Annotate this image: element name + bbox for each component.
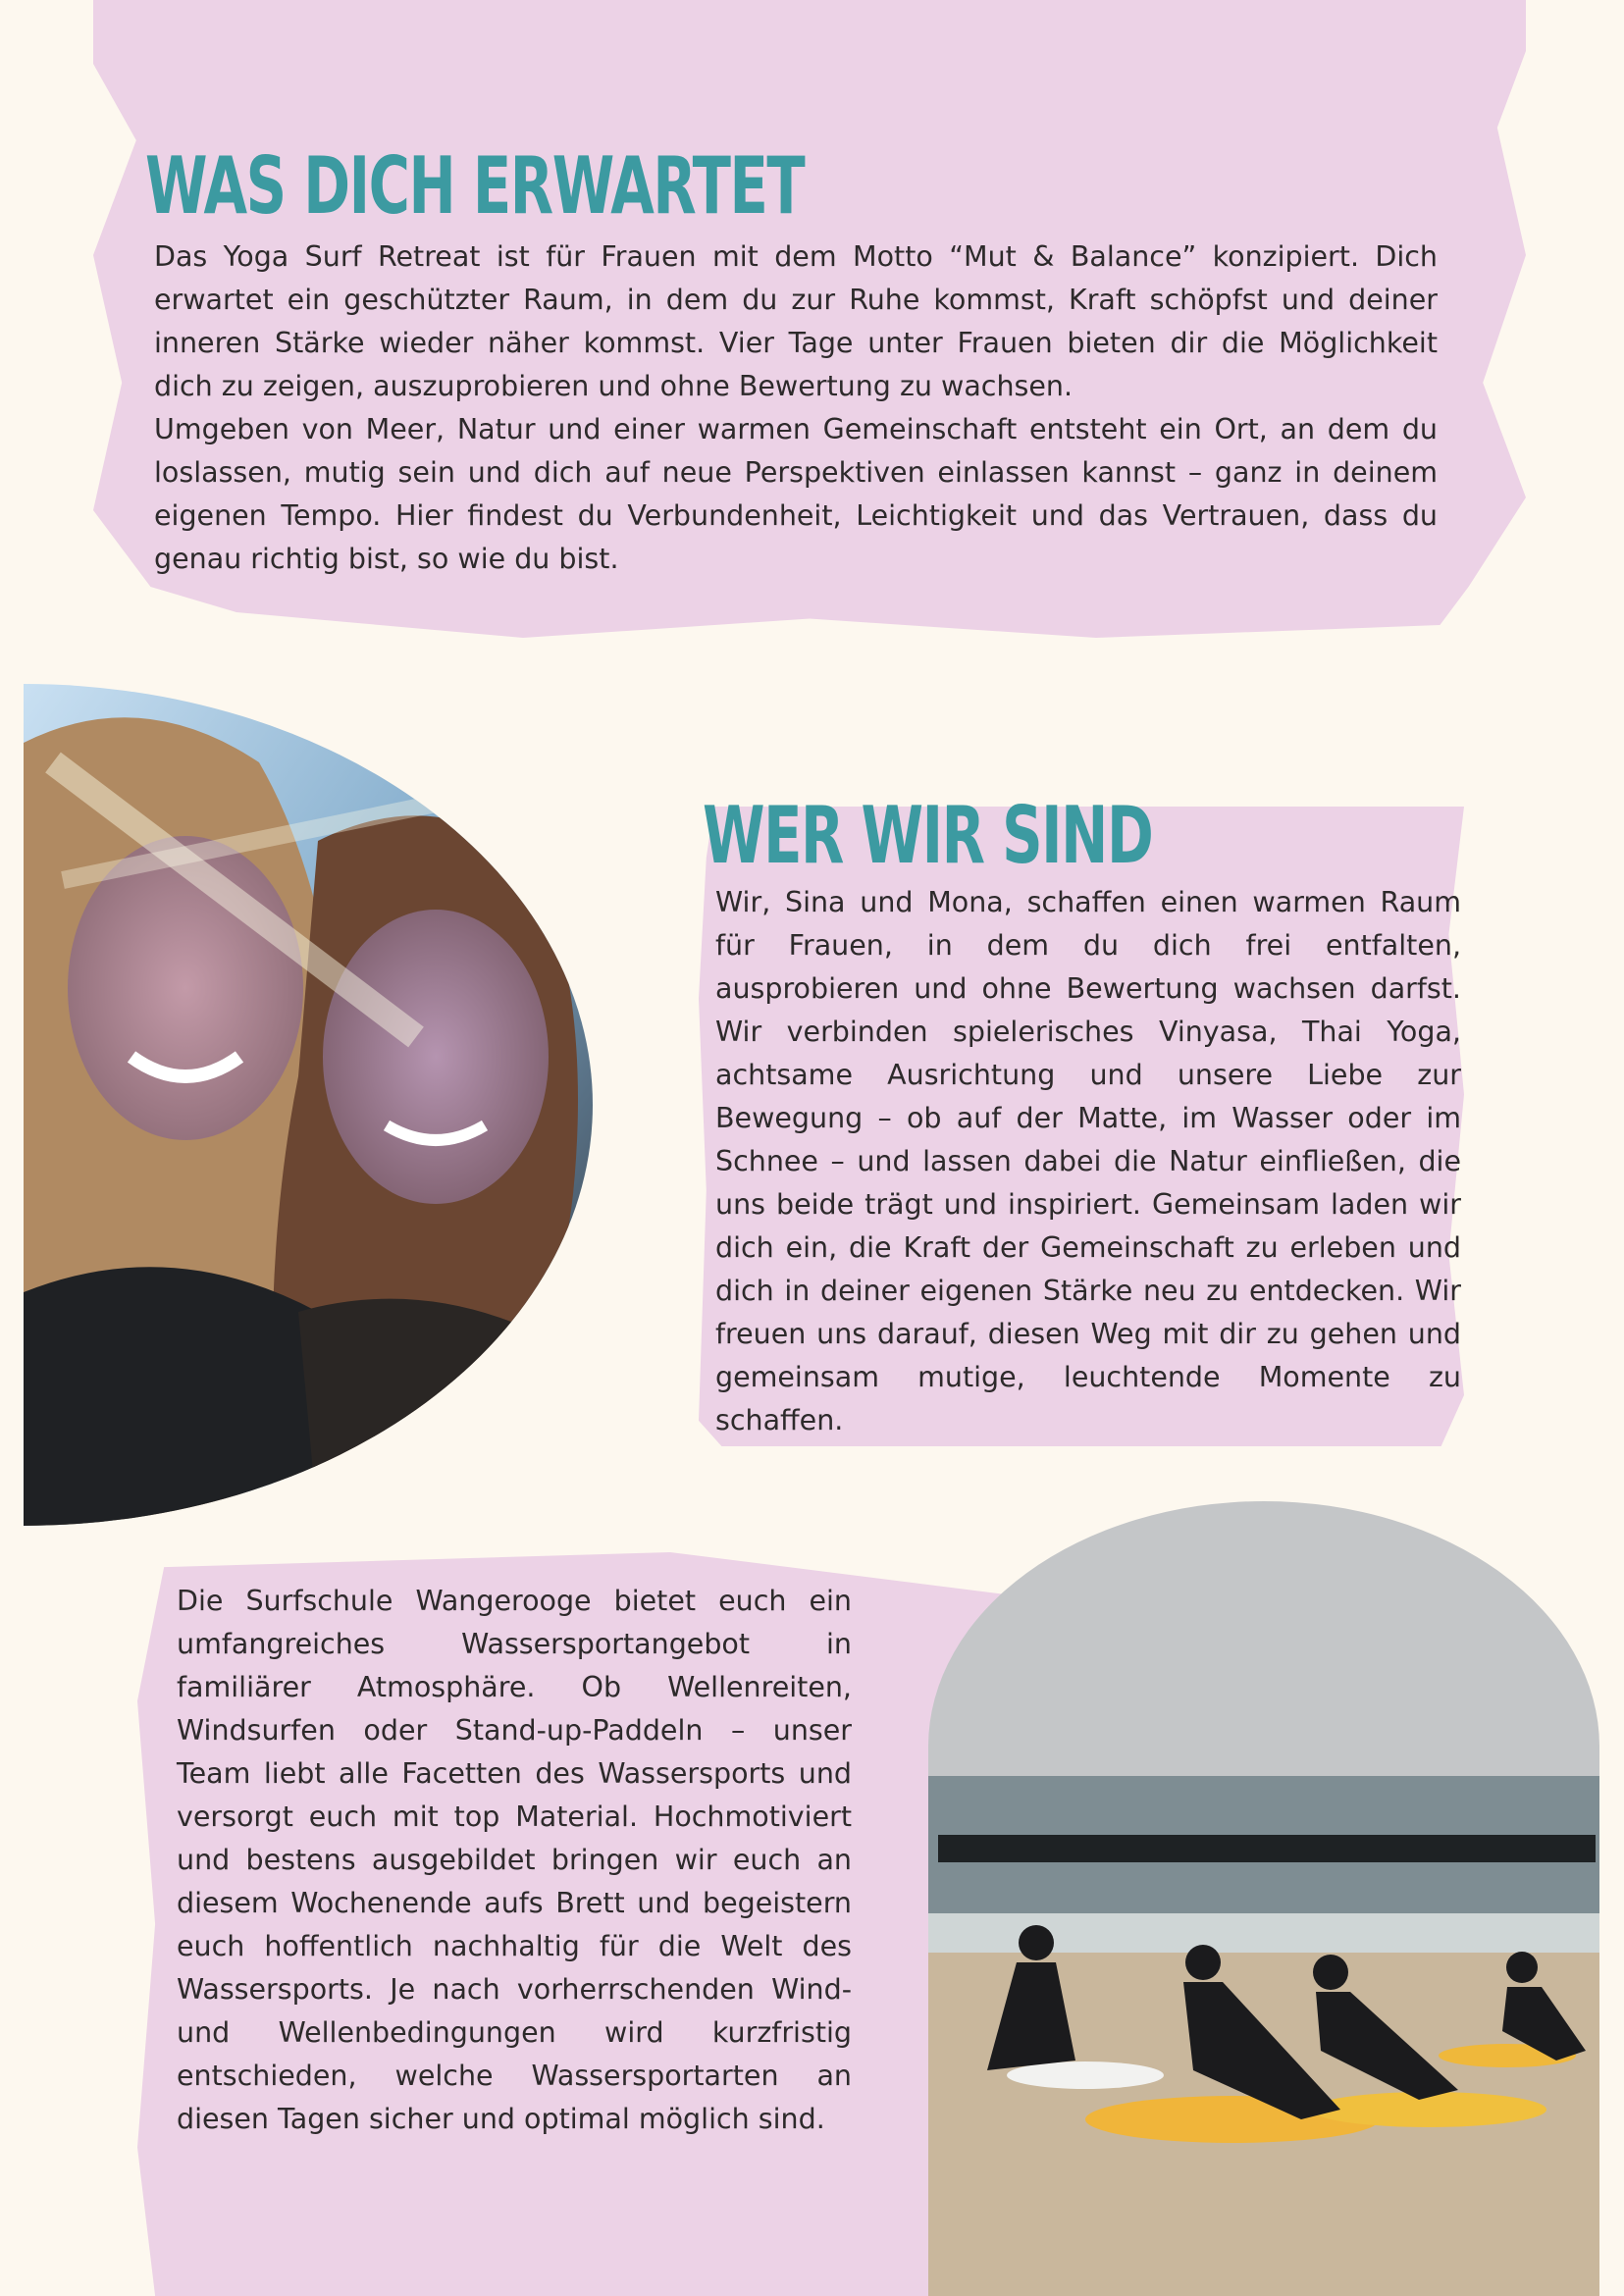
paragraph-about-us: Wir, Sina und Mona, schaffen einen warmen Raum für Frauen, in dem du dich frei entfalten, ausprobieren und ohne Bewertung wachsen darfst. Wir verbinden spielerisches Vinyasa, Thai Yoga, achtsame Ausrichtung und unsere Liebe zur Bewegung – ob auf der Matte, im Wasser oder im Schnee – und lassen dabei die Natur einfließen, die uns beide trägt und inspiriert. Gemeinsam laden wir dich ein, die Kraft der Gemeinschaft zu erleben und dich in deiner eigenen Stärke neu zu entdecken. Wir freuen uns darauf, diesen Weg mit dir zu gehen und gemeinsam mutige, leuchtende Momente zu schaffen. <box>715 886 1461 1436</box>
groyne-posts <box>938 1835 1596 1862</box>
surf-lesson-illustration <box>928 1501 1599 2296</box>
paragraph-intro-1: Das Yoga Surf Retreat ist für Frauen mit dem Motto “Mut & Balance” konzipiert. Dich erwartet ein geschützter Raum, in dem du zur Ruhe kommst, Kraft schöpfst und deiner inneren Stärke wieder näher kommst. Vier Tage unter Frauen bieten dir die Möglichkeit dich zu zeigen, auszuprobieren und ohne Bewertung zu wachsen. <box>154 240 1438 402</box>
photo-surf-lesson <box>928 1501 1599 2296</box>
paragraph-intro-2: Umgeben von Meer, Natur und einer warmen Gemeinschaft entsteht ein Ort, an dem du loslassen, mutig sein und dich auf neue Perspektiven einlassen kannst – ganz in deinem eigenen Tempo. Hier findest du Verbundenheit, Leichtigkeit und das Vertrauen, dass du genau richtig bist, so wie du bist. <box>154 413 1438 575</box>
photo-sina-mona <box>24 684 593 1526</box>
selfie-illustration <box>24 684 593 1526</box>
heading-wer-wir-sind: WER WIR SIND <box>703 790 1153 881</box>
paragraph-surfschule: Die Surfschule Wangerooge bietet euch ein umfangreiches Wassersportangebot in familiärer Atmosphäre. Ob Wellenreiten, Windsurfen oder Stand-up-Paddeln – unser Team liebt alle Facetten des Wassersports und versorgt euch mit top Material. Hochmotiviert und bestens ausgebildet bringen wir euch an diesem Wochenende aufs Brett und begeistern euch hoffentlich nachhaltig für die Welt des Wassersports. Je nach vorherrschenden Wind- und Wellenbedingungen wird kurzfristig entschieden, welche Wassersportarten an diesen Tagen sicher und optimal möglich sind. <box>177 1585 852 2135</box>
heading-was-dich-erwartet: WAS DICH ERWARTET <box>145 140 805 232</box>
